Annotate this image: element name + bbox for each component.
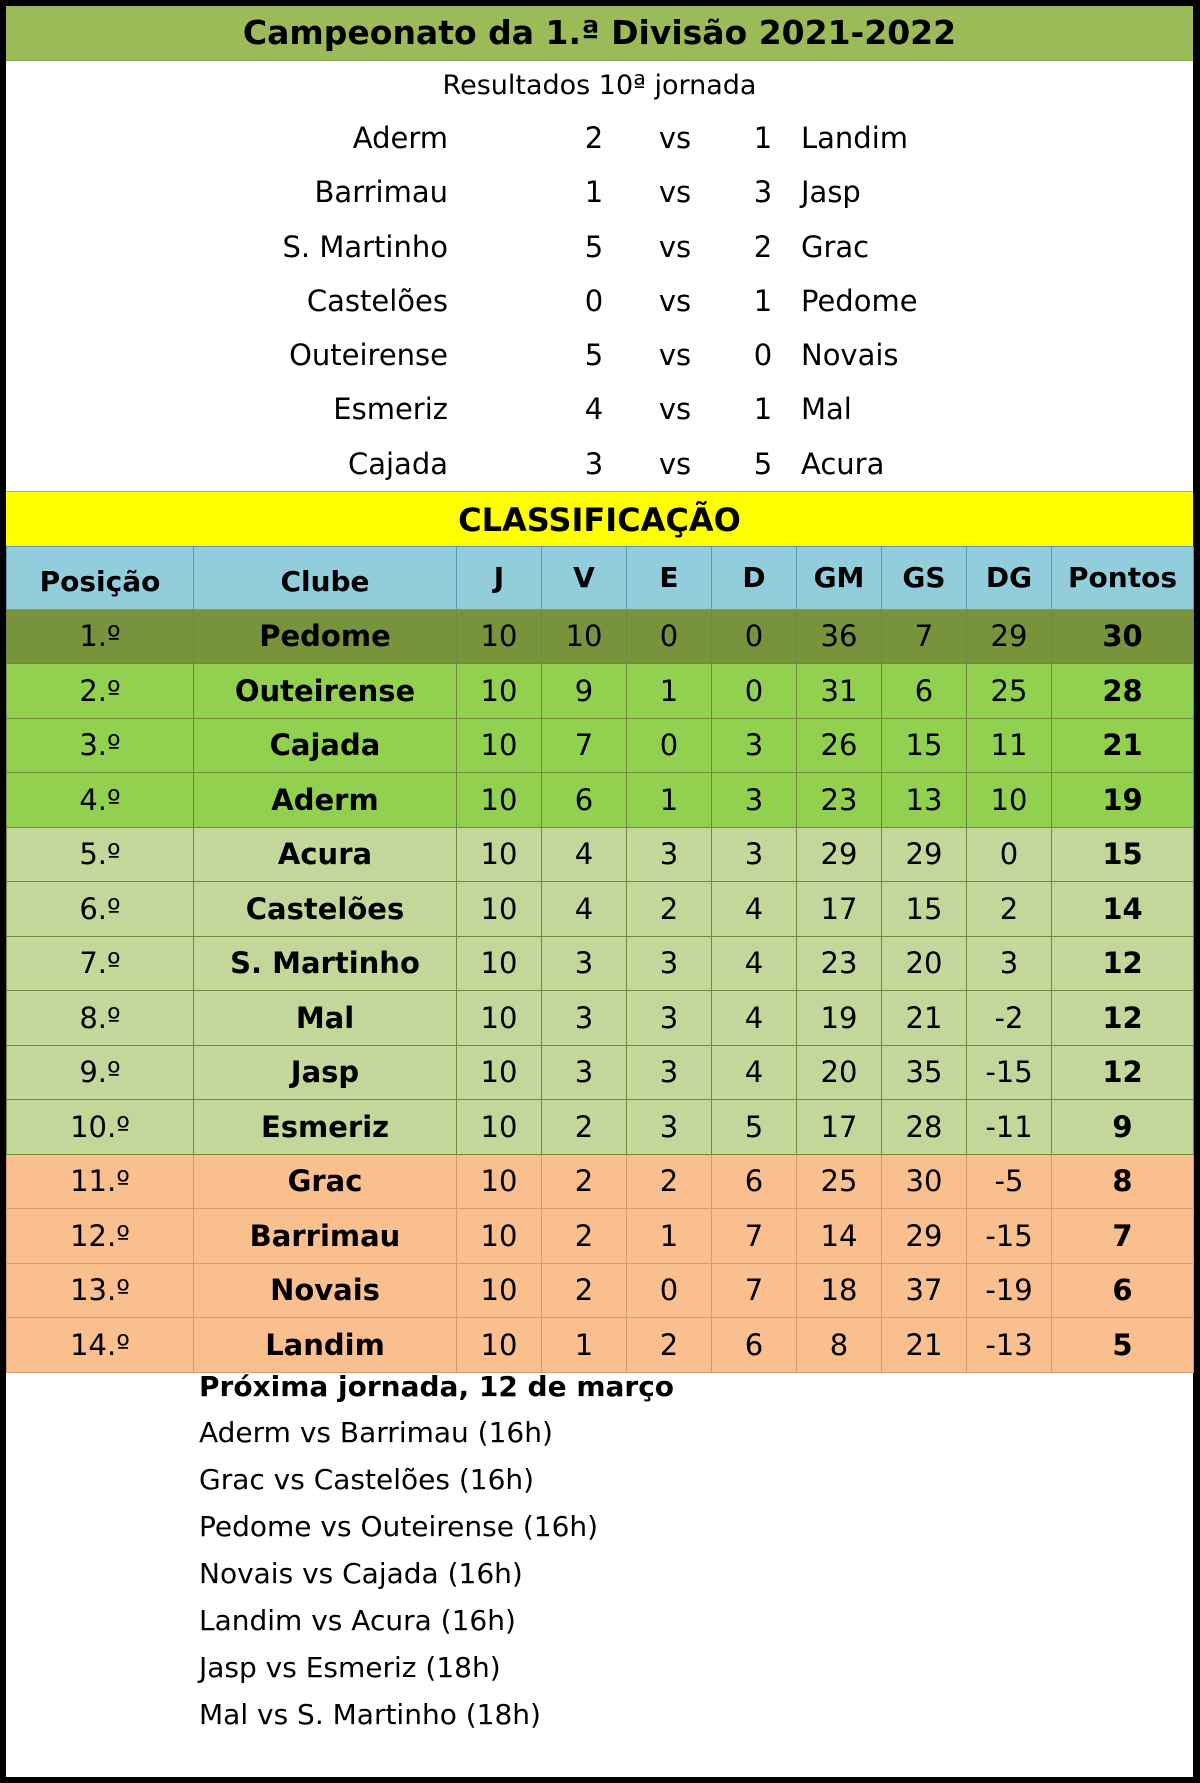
header-wins: V [542,547,627,610]
cell-club: Mal [194,991,457,1046]
cell-goals-for: 23 [797,936,882,991]
cell-club: Cajada [194,718,457,773]
cell-position: 1.º [7,609,194,664]
cell-position: 7.º [7,936,194,991]
home-team: S. Martinho [282,229,448,264]
cell-goal-difference: 29 [967,609,1052,664]
cell-played: 10 [457,936,542,991]
cell-position: 10.º [7,1100,194,1155]
cell-goals-for: 18 [797,1263,882,1318]
cell-played: 10 [457,1263,542,1318]
standings-table [6,546,1194,1373]
next-round-title: Próxima jornada, 12 de março [199,1370,675,1403]
cell-draws: 1 [627,773,712,828]
cell-goals-for: 29 [797,827,882,882]
table-row [7,882,1194,937]
away-goals: 2 [753,229,773,264]
cell-goals-against: 28 [882,1100,967,1155]
next-game: Aderm vs Barrimau (16h) [199,1416,553,1449]
results-subtitle: Resultados 10ª jornada [442,70,757,101]
cell-goal-difference: 3 [967,936,1052,991]
cell-goals-against: 21 [882,991,967,1046]
cell-losses: 3 [712,718,797,773]
result-row [6,437,1193,491]
away-team: Landim [801,121,909,155]
home-team: Castelões [306,283,448,318]
cell-goal-difference: -2 [967,991,1052,1046]
cell-losses: 0 [712,664,797,719]
cell-draws: 0 [627,718,712,773]
vs-label: vs [658,392,692,427]
table-row [7,827,1194,882]
cell-points: 6 [1052,1263,1194,1318]
cell-wins: 2 [542,1154,627,1209]
header-goals-for: GM [797,547,882,610]
results-list [6,111,1193,491]
cell-wins: 1 [542,1318,627,1373]
cell-goals-against: 7 [882,609,967,664]
away-goals: 1 [753,283,773,318]
cell-points: 15 [1052,827,1194,882]
cell-position: 12.º [7,1209,194,1264]
cell-goals-against: 35 [882,1045,967,1100]
cell-played: 10 [457,827,542,882]
championship-title: Campeonato da 1.ª Divisão 2021-2022 [6,6,1193,61]
header-club: Clube [194,547,457,610]
header-points: Pontos [1052,547,1194,610]
cell-goals-for: 19 [797,991,882,1046]
home-goals: 0 [584,283,604,318]
cell-goal-difference: -19 [967,1263,1052,1318]
cell-wins: 7 [542,718,627,773]
next-game: Landim vs Acura (16h) [199,1604,516,1637]
cell-goal-difference: 11 [967,718,1052,773]
cell-losses: 3 [712,773,797,828]
cell-draws: 3 [627,1045,712,1100]
cell-played: 10 [457,1045,542,1100]
cell-draws: 3 [627,1100,712,1155]
cell-wins: 9 [542,664,627,719]
cell-goal-difference: -15 [967,1045,1052,1100]
cell-losses: 6 [712,1154,797,1209]
cell-played: 10 [457,664,542,719]
cell-wins: 3 [542,991,627,1046]
classification-title: CLASSIFICAÇÃO [6,491,1193,546]
cell-goal-difference: 25 [967,664,1052,719]
home-team: Barrimau [314,175,448,210]
cell-position: 11.º [7,1154,194,1209]
vs-label: vs [658,283,692,318]
cell-club: Grac [194,1154,457,1209]
cell-points: 7 [1052,1209,1194,1264]
cell-goals-against: 20 [882,936,967,991]
away-goals: 0 [753,338,773,373]
cell-goals-for: 8 [797,1318,882,1373]
cell-club: Jasp [194,1045,457,1100]
cell-played: 10 [457,991,542,1046]
home-team: Cajada [347,446,448,481]
header-losses: D [712,547,797,610]
away-goals: 5 [753,446,773,481]
cell-wins: 6 [542,773,627,828]
cell-goals-against: 21 [882,1318,967,1373]
cell-played: 10 [457,1209,542,1264]
cell-points: 14 [1052,882,1194,937]
cell-goal-difference: -5 [967,1154,1052,1209]
table-row [7,718,1194,773]
header-played: J [457,547,542,610]
next-round [199,1364,674,1738]
cell-goals-for: 36 [797,609,882,664]
table-row [7,773,1194,828]
cell-club: Novais [194,1263,457,1318]
header-goals-against: GS [882,547,967,610]
cell-points: 12 [1052,991,1194,1046]
cell-club: Acura [194,827,457,882]
cell-played: 10 [457,1154,542,1209]
next-game: Grac vs Castelões (16h) [199,1463,535,1496]
table-row [7,991,1194,1046]
result-row [6,165,1193,219]
cell-goals-for: 20 [797,1045,882,1100]
cell-points: 28 [1052,664,1194,719]
table-row [7,1100,1194,1155]
cell-goals-against: 30 [882,1154,967,1209]
cell-points: 30 [1052,609,1194,664]
cell-played: 10 [457,773,542,828]
cell-points: 21 [1052,718,1194,773]
vs-label: vs [658,175,692,210]
result-row [6,328,1193,382]
away-goals: 1 [753,392,773,427]
home-team: Esmeriz [333,392,448,427]
cell-goals-against: 15 [882,718,967,773]
table-row [7,936,1194,991]
cell-goals-against: 29 [882,827,967,882]
table-row [7,1045,1194,1100]
cell-position: 4.º [7,773,194,828]
vs-label: vs [658,338,692,373]
table-row [7,609,1194,664]
home-goals: 4 [584,392,604,427]
table-row [7,664,1194,719]
cell-draws: 2 [627,882,712,937]
away-team: Novais [801,338,899,373]
vs-label: vs [658,121,692,155]
cell-club: S. Martinho [194,936,457,991]
next-game: Jasp vs Esmeriz (18h) [199,1651,501,1684]
cell-goal-difference: 0 [967,827,1052,882]
away-goals: 3 [753,175,773,210]
cell-position: 9.º [7,1045,194,1100]
cell-club: Landim [194,1318,457,1373]
cell-position: 6.º [7,882,194,937]
cell-draws: 3 [627,991,712,1046]
vs-label: vs [658,229,692,264]
cell-wins: 2 [542,1209,627,1264]
table-row [7,1209,1194,1264]
away-team: Jasp [801,175,861,210]
away-team: Acura [801,446,885,481]
cell-losses: 4 [712,1045,797,1100]
cell-goals-against: 15 [882,882,967,937]
cell-goals-for: 25 [797,1154,882,1209]
header-goal-difference: DG [967,547,1052,610]
result-row [6,220,1193,274]
standings-sheet [6,6,1193,1777]
cell-points: 12 [1052,936,1194,991]
cell-club: Barrimau [194,1209,457,1264]
cell-points: 8 [1052,1154,1194,1209]
cell-goals-for: 17 [797,882,882,937]
cell-goals-against: 6 [882,664,967,719]
cell-wins: 10 [542,609,627,664]
cell-goal-difference: 10 [967,773,1052,828]
cell-position: 2.º [7,664,194,719]
cell-draws: 3 [627,827,712,882]
cell-points: 9 [1052,1100,1194,1155]
cell-losses: 4 [712,991,797,1046]
cell-points: 5 [1052,1318,1194,1373]
cell-position: 3.º [7,718,194,773]
cell-club: Pedome [194,609,457,664]
cell-draws: 2 [627,1154,712,1209]
away-team: Pedome [801,283,918,318]
cell-goal-difference: -11 [967,1100,1052,1155]
next-game: Mal vs S. Martinho (18h) [199,1698,541,1731]
cell-played: 10 [457,1100,542,1155]
home-team: Aderm [352,121,448,155]
cell-wins: 3 [542,1045,627,1100]
home-team: Outeirense [289,338,448,373]
cell-draws: 0 [627,609,712,664]
cell-wins: 4 [542,827,627,882]
cell-goal-difference: 2 [967,882,1052,937]
home-goals: 2 [584,121,604,155]
cell-played: 10 [457,609,542,664]
cell-losses: 3 [712,827,797,882]
home-goals: 1 [584,175,604,210]
cell-club: Castelões [194,882,457,937]
cell-goal-difference: -13 [967,1318,1052,1373]
cell-losses: 0 [712,609,797,664]
cell-played: 10 [457,718,542,773]
cell-wins: 2 [542,1263,627,1318]
next-game: Novais vs Cajada (16h) [199,1557,523,1590]
cell-losses: 4 [712,936,797,991]
cell-draws: 3 [627,936,712,991]
cell-draws: 2 [627,1318,712,1373]
cell-goals-for: 23 [797,773,882,828]
result-row [6,274,1193,328]
cell-losses: 7 [712,1209,797,1264]
cell-goals-against: 37 [882,1263,967,1318]
cell-position: 8.º [7,991,194,1046]
cell-losses: 7 [712,1263,797,1318]
header-position: Posição [7,547,194,610]
table-header-row [7,547,1194,610]
away-goals: 1 [753,121,773,155]
cell-wins: 4 [542,882,627,937]
cell-points: 12 [1052,1045,1194,1100]
cell-played: 10 [457,1318,542,1373]
cell-goals-for: 26 [797,718,882,773]
cell-position: 5.º [7,827,194,882]
cell-goals-against: 13 [882,773,967,828]
cell-club: Esmeriz [194,1100,457,1155]
cell-club: Aderm [194,773,457,828]
result-row [6,382,1193,436]
cell-points: 19 [1052,773,1194,828]
cell-played: 10 [457,882,542,937]
cell-goal-difference: -15 [967,1209,1052,1264]
cell-draws: 1 [627,1209,712,1264]
home-goals: 3 [584,446,604,481]
away-team: Grac [801,229,870,264]
cell-goals-against: 29 [882,1209,967,1264]
header-draws: E [627,547,712,610]
cell-position: 14.º [7,1318,194,1373]
cell-losses: 4 [712,882,797,937]
cell-draws: 0 [627,1263,712,1318]
cell-position: 13.º [7,1263,194,1318]
cell-wins: 3 [542,936,627,991]
cell-draws: 1 [627,664,712,719]
table-row [7,1263,1194,1318]
next-game: Pedome vs Outeirense (16h) [199,1510,599,1543]
home-goals: 5 [584,338,604,373]
cell-losses: 6 [712,1318,797,1373]
cell-club: Outeirense [194,664,457,719]
table-row [7,1154,1194,1209]
result-row [6,111,1193,165]
home-goals: 5 [584,229,604,264]
cell-goals-for: 31 [797,664,882,719]
cell-goals-for: 17 [797,1100,882,1155]
away-team: Mal [801,392,852,427]
cell-wins: 2 [542,1100,627,1155]
vs-label: vs [658,446,692,481]
cell-losses: 5 [712,1100,797,1155]
cell-goals-for: 14 [797,1209,882,1264]
